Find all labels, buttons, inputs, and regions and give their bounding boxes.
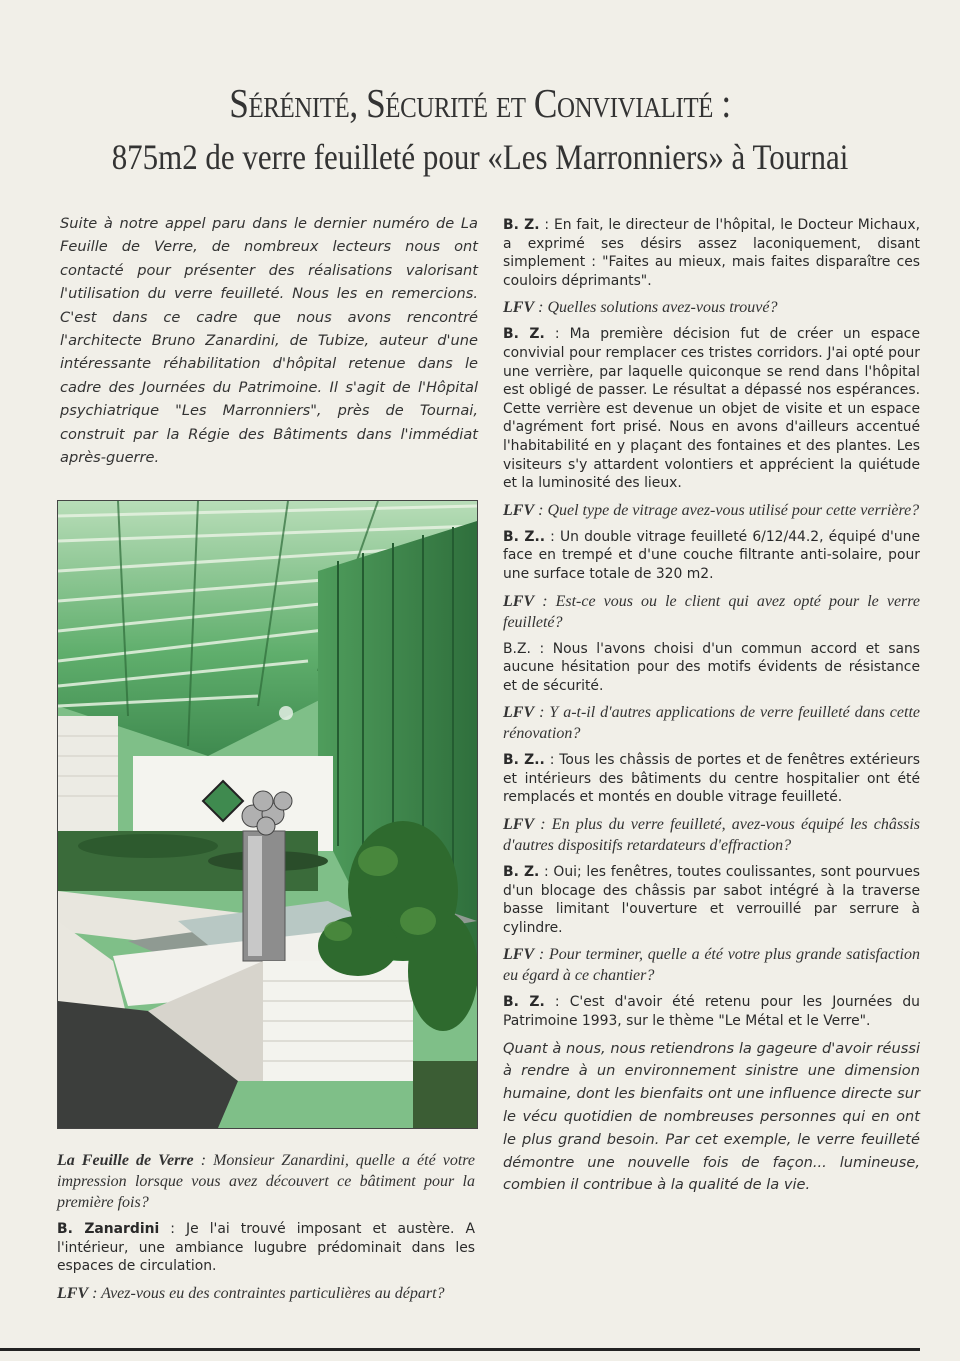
interview-answer: B.Z. : Nous l'avons choisi d'un commun accord et sans aucune hésitation pour des motifs évidents de résistance et de sécurité. [503, 640, 920, 694]
speaker-label: LFV [57, 1284, 89, 1302]
answer-text: Tous les châssis de portes et de fenêtres extérieurs et intérieurs des bâtiments du centre hospitalier ont été remplacés et montés en double vitrage feuilleté. [503, 752, 921, 806]
interview-answer: B. Z. : En fait, le directeur de l'hôpital, le Docteur Michaux, a exprimé ses désirs assez laconiquement, disant simplement : "Faites au mieux, mais faites disparaître ces couloirs déprimants". [503, 217, 920, 289]
article-header [0, 80, 960, 178]
answer-text: Nous l'avons choisi d'un commun accord et sans aucune hésitation pour des motifs évidents de résistance et de sécurité. [503, 640, 920, 694]
interview-question: LFV : Pour terminer, quelle a été votre plus grande satisfaction eu égard à ce chantier? [503, 946, 920, 985]
answer-text: Un double vitrage feuilleté 6/12/44.2, équipé d'une face en trempé et d'une couche filtrante anti-solaire, pour une surface totale de 320 m2. [503, 528, 920, 582]
answer-text: Ma première décision fut de créer un espace convivial pour remplacer ces tristes corridors. J'ai opté pour une verrière, par laquelle quiconque se rend dans l'hôpital est obligé de passer. Le résultat a dépassé nos espérances. Cette verrière est devenue un objet de visite et un espace d'agrément fort prisé. Nous en avons d'ailleurs accentué l'habitabilité en y plaçant des fontaines et des plantes. Les visiteurs s'y attardent volontiers et apprécient la quiétude et la luminosité des lieux. [503, 326, 920, 492]
article-title: Sérénité, Sécurité et Convivialité : [229, 80, 731, 126]
speaker-label: B. Z.. [503, 752, 545, 769]
question-constraints: LFV : Avez-vous eu des contraintes particulières au départ? [57, 1284, 445, 1302]
interview-question: LFV : Quelles solutions avez-vous trouvé? [503, 299, 778, 317]
question-text: En plus du verre feuilleté, avez-vous équipé les châssis d'autres dispositifs retardateurs d'effraction? [503, 816, 921, 855]
interview-question: LFV : Y a-t-il d'autres applications de verre feuilleté dans cette rénovation? [503, 704, 921, 743]
speaker-label: B. Z.. [503, 528, 546, 545]
question-text: Quelles solutions avez-vous trouvé? [547, 299, 778, 317]
interview-answer: B. Z. : Ma première décision fut de créer un espace convivial pour remplacer ces tristes corridors. J'ai opté pour une verrière, par laquelle quiconque se rend dans l'hôpital est obligé de passer. Le résultat a dépassé nos espérances. Cette verrière est devenue un objet de visite et un espace d'agrément fort prisé. Nous en avons d'ailleurs accentué l'habitabilité en y plaçant des fontaines et des plantes. Les visiteurs s'y attardent volontiers et apprécient la quiétude et la luminosité des lieux. [503, 326, 920, 492]
interview-answer: B. Z.. : Un double vitrage feuilleté 6/12/44.2, équipé d'une face en trempé et d'une couche filtrante anti-solaire, pour une surface totale de 320 m2. [503, 528, 920, 582]
conclusion-paragraph: Quant à nous, nous retiendrons la gageure d'avoir réussi à rendre à un environnement sinistre une dimension humaine, dont les bienfaits ont une influence directe sur le vécu quotidien de nombreuses personnes qui en ont le plus grand besoin. Par cet exemple, le verre feuilleté démontre une nouvelle fois de façon... lumineuse, combien il contribue à la qualité de la vie. [503, 1039, 920, 1194]
interview-answer: B. Z.. : Tous les châssis de portes et de fenêtres extérieurs et intérieurs des bâtiments du centre hospitalier ont été remplacés et montés en double vitrage feuilleté. [503, 752, 921, 806]
speaker-label: LFV [503, 501, 535, 519]
answer-text: Je l'ai trouvé imposant et austère. A l'intérieur, une ambiance lugubre prédominait dans les espaces de circulation. [57, 1221, 475, 1275]
question-text: Y a-t-il d'autres applications de verre feuilleté dans cette rénovation? [503, 704, 921, 743]
answer-first-impression: B. Zanardini : Je l'ai trouvé imposant et austère. A l'intérieur, une ambiance lugubre prédominait dans les espaces de circulation. [57, 1221, 475, 1275]
speaker-label: LFV [503, 946, 535, 964]
speaker-label: La Feuille de Verre [57, 1152, 194, 1169]
interview-question: LFV : En plus du verre feuilleté, avez-vous équipé les châssis d'autres dispositifs retardateurs d'effraction? [503, 816, 921, 855]
question-text: Quel type de vitrage avez-vous utilisé pour cette verrière? [547, 501, 920, 519]
speaker-label: B.Z. [503, 640, 531, 657]
intro-paragraph: Suite à notre appel paru dans le dernier numéro de La Feuille de Verre, de nombreux lecteurs nous ont contacté pour présenter des réalisations valorisant l'utilisation du verre feuilleté. Nous les en remercions. C'est dans ce cadre que nous avons rencontré l'architecte Bruno Zanardini, de Tubize, auteur d'une intéressante réhabilitation d'hôpital retenue dans le cadre des Journées du Patrimoine. Il s'agit de l'Hôpital psychiatrique "Les Marronniers", près de Tournai, construit par la Régie des Bâtiments dans l'immédiat après-guerre. [60, 215, 478, 467]
speaker-label: LFV [503, 299, 535, 317]
bottom-rule [0, 1348, 920, 1351]
speaker-label: LFV [503, 592, 535, 610]
question-text: Pour terminer, quelle a été votre plus grande satisfaction eu égard à ce chantier? [503, 946, 920, 985]
interview-question: LFV : Est-ce vous ou le client qui avez opté pour le verre feuilleté? [503, 592, 921, 631]
right-column [503, 216, 920, 1204]
interview-question: LFV : Quel type de vitrage avez-vous utilisé pour cette verrière? [503, 501, 920, 519]
interview-answer: B. Z. : C'est d'avoir été retenu pour les Journées du Patrimoine 1993, sur le thème "Le Métal et le Verre". [503, 994, 920, 1030]
speaker-label: B. Z. [503, 217, 540, 233]
speaker-label: B. Z. [503, 326, 545, 343]
speaker-label: LFV [503, 704, 535, 722]
speaker-label: LFV [503, 816, 535, 834]
speaker-label: B. Zanardini [57, 1221, 160, 1237]
article-subtitle: 875m2 de verre feuilleté pour «Les Marronniers» à Tournai [111, 137, 849, 177]
answer-text: C'est d'avoir été retenu pour les Journées du Patrimoine 1993, sur le thème "Le Métal et le Verre". [503, 994, 920, 1030]
left-column [60, 212, 478, 469]
question-text: Est-ce vous ou le client qui avez opté pour le verre feuilleté? [503, 592, 921, 631]
left-interview [57, 1150, 475, 1311]
answer-text: En fait, le directeur de l'hôpital, le Docteur Michaux, a exprimé ses désirs assez laconiquement, disant simplement : "Faites au mieux, mais faites disparaître ces couloirs déprimants". [503, 217, 920, 289]
speaker-label: B. Z. [503, 994, 545, 1011]
question-first-impression: La Feuille de Verre : Monsieur Zanardini, quelle a été votre impression lorsque vous avez découvert ce bâtiment pour la première fois? [57, 1152, 476, 1211]
question-text: Monsieur Zanardini, quelle a été votre impression lorsque vous avez découvert ce bâtiment pour la première fois? [57, 1152, 476, 1211]
question-text: Avez-vous eu des contraintes particulières au départ? [101, 1284, 445, 1302]
atrium-photo [57, 500, 478, 1129]
answer-text: Oui; les fenêtres, toutes coulissantes, sont pourvues d'un blocage des châssis par sabot intégré à la traverse basse limitant l'ouverture et verrouillé par serrure à cylindre. [503, 864, 920, 936]
speaker-label: B. Z. [503, 864, 540, 881]
interview-answer: B. Z. : Oui; les fenêtres, toutes coulissantes, sont pourvues d'un blocage des châssis par sabot intégré à la traverse basse limitant l'ouverture et verrouillé par serrure à cylindre. [503, 864, 920, 936]
